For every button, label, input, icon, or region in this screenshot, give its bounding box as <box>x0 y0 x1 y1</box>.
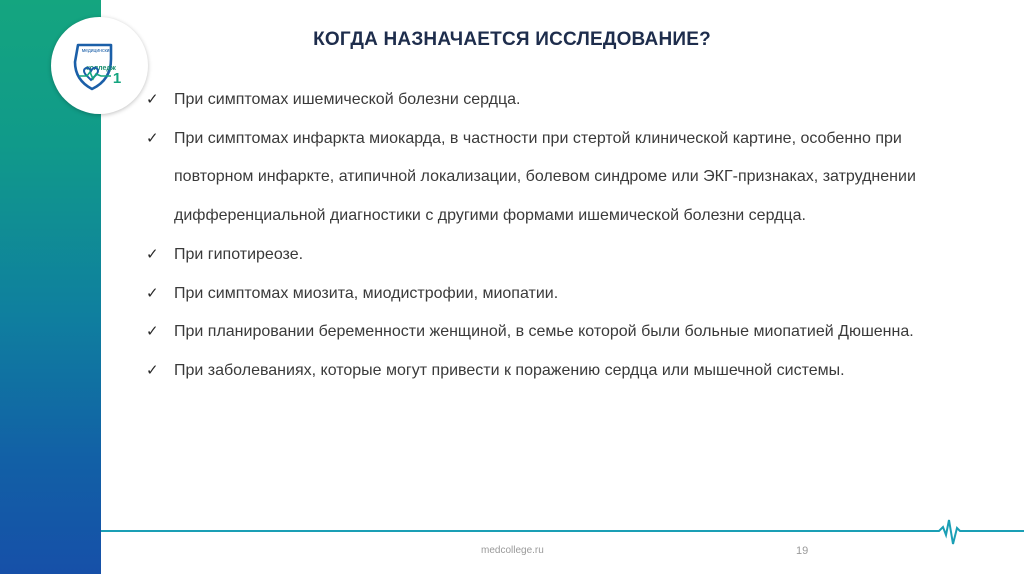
list-item <box>146 81 966 120</box>
list-item-text: При планировании беременности женщиной, в семье которой были больные миопатией Дюшенна. <box>174 323 914 341</box>
checkmark-icon: ✓ <box>146 245 159 263</box>
list-item <box>146 236 966 275</box>
footer-website: medcollege.ru <box>481 545 544 556</box>
list-item <box>146 120 966 236</box>
college-logo <box>51 17 148 114</box>
list-item-text: При заболеваниях, которые могут привести к поражению сердца или мышечной системы. <box>174 361 845 379</box>
checkmark-icon: ✓ <box>146 323 159 341</box>
list-item <box>146 275 966 314</box>
ecg-divider-line <box>101 518 1024 548</box>
bullet-list <box>146 81 966 391</box>
checkmark-icon: ✓ <box>146 284 159 302</box>
page-number: 19 <box>796 545 809 557</box>
logo-number: 1 <box>112 70 122 87</box>
slide-title: КОГДА НАЗНАЧАЕТСЯ ИССЛЕДОВАНИЕ? <box>313 29 711 50</box>
list-item-text: При симптомах ишемической болезни сердца. <box>174 91 521 108</box>
checkmark-icon: ✓ <box>146 129 159 147</box>
logo-text-line1: медицинский <box>81 48 113 54</box>
checkmark-icon: ✓ <box>146 91 159 108</box>
list-item-text: При гипотиреозе. <box>174 245 304 263</box>
list-item <box>146 352 966 391</box>
heart-ecg-logo-icon <box>51 17 148 114</box>
logo-text-line2: колледж <box>86 65 116 72</box>
list-item <box>146 313 966 352</box>
list-item-text: При симптомах инфаркта миокарда, в частности при стертой клинической картине, особенно при повторном инфаркте, атипичной локализации, болевом синдроме или ЭКГ-признаках, затруднении дифференциальной диагностики с другими формами ишемической болезни сердца. <box>174 129 916 225</box>
list-item-text: При симптомах миозита, миодистрофии, миопатии. <box>174 284 559 302</box>
checkmark-icon: ✓ <box>146 361 159 379</box>
